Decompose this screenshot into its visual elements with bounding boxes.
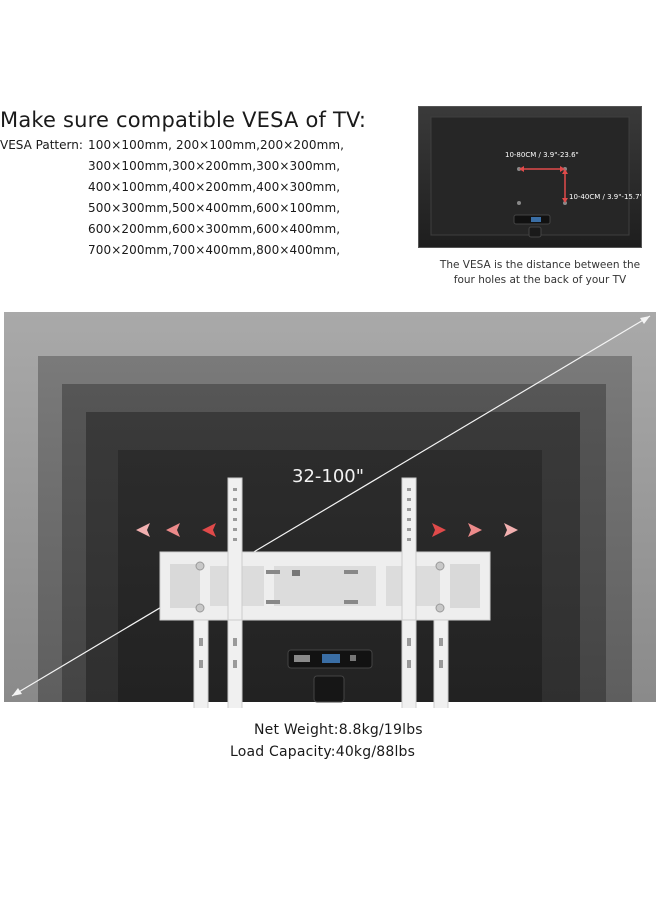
horizontal-range-label: 10-80CM / 3.9"-23.6" bbox=[505, 151, 579, 159]
vesa-pattern-label: VESA Pattern: bbox=[0, 138, 83, 152]
vesa-pattern-line: 500×300mm,500×400mm,600×100mm, bbox=[88, 201, 341, 215]
tv-back-thumbnail bbox=[418, 106, 642, 248]
vesa-pattern-line: 700×200mm,700×400mm,800×400mm, bbox=[88, 243, 341, 257]
vesa-pattern-line: 400×100mm,400×200mm,400×300mm, bbox=[88, 180, 341, 194]
vesa-pattern-line: 100×100mm, 200×100mm,200×200mm, bbox=[88, 138, 345, 152]
vertical-range-label: 10-40CM / 3.9"-15.7" bbox=[569, 193, 641, 201]
net-weight-spec: Net Weight:8.8kg/19lbs bbox=[254, 722, 423, 738]
tv-back-illustration bbox=[419, 107, 641, 247]
tv-size-range-label: 32-100" bbox=[292, 466, 365, 487]
vesa-caption-line: The VESA is the distance between the bbox=[439, 259, 641, 271]
tv-size-scene bbox=[0, 312, 660, 708]
vesa-caption-line: four holes at the back of your TV bbox=[453, 274, 627, 286]
vesa-pattern-line: 300×100mm,300×200mm,300×300mm, bbox=[88, 159, 341, 173]
tv-size-illustration bbox=[0, 312, 660, 708]
load-capacity-spec: Load Capacity:40kg/88lbs bbox=[230, 744, 416, 760]
vesa-pattern-line: 600×200mm,600×300mm,600×400mm, bbox=[88, 222, 341, 236]
vesa-heading: Make sure compatible VESA of TV: bbox=[0, 108, 367, 132]
